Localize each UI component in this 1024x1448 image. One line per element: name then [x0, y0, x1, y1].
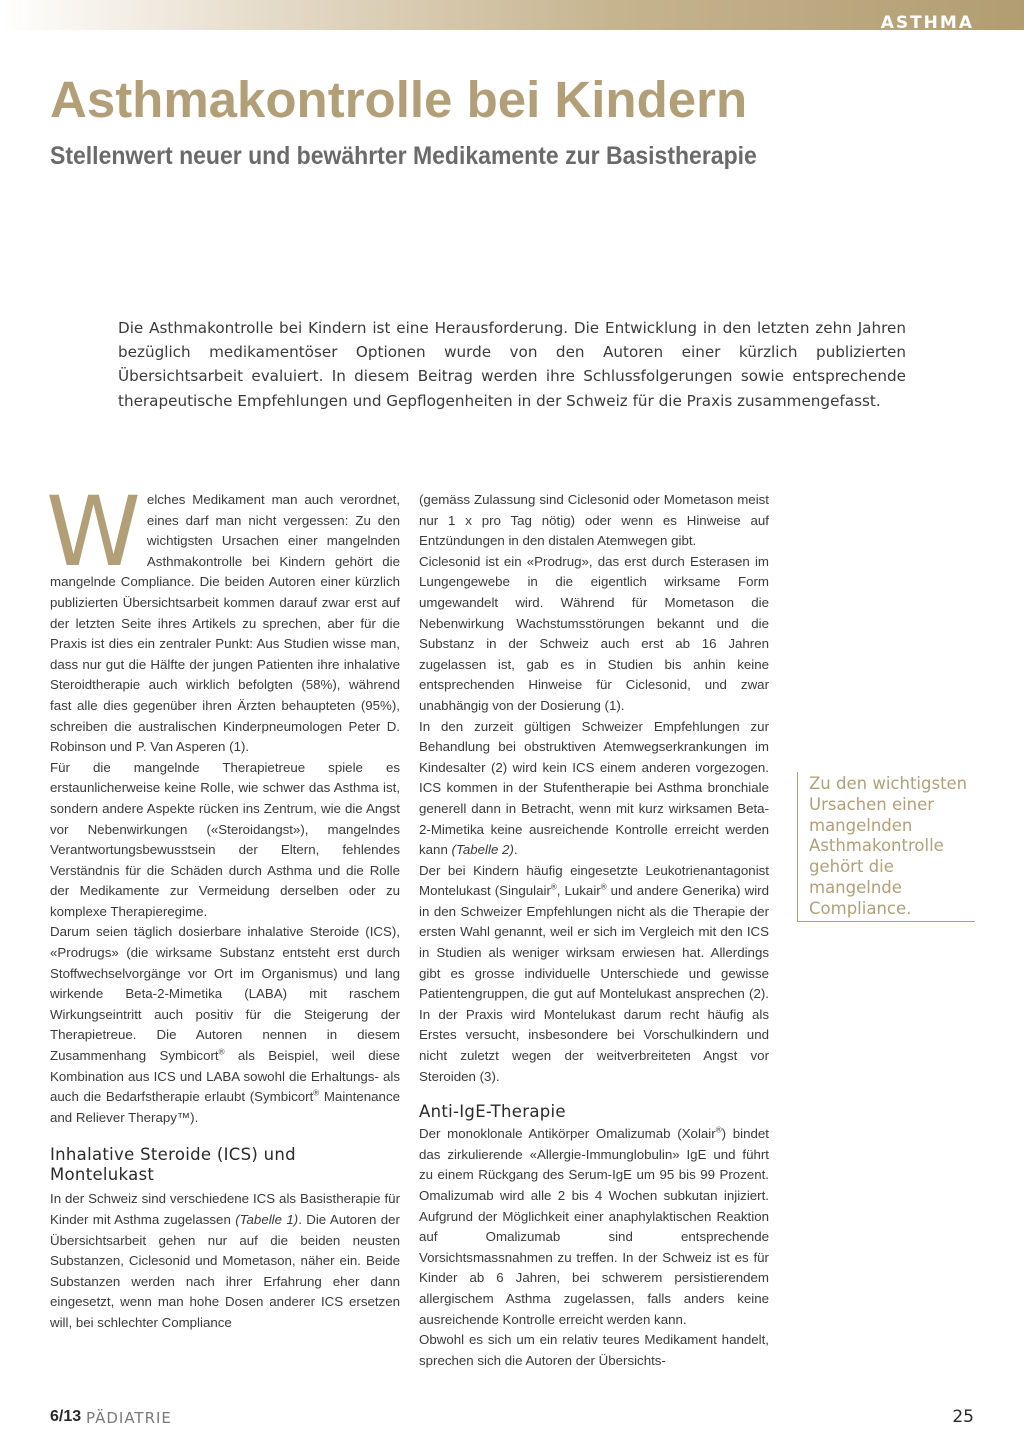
- table-reference: (Tabelle 2): [451, 842, 514, 858]
- article-subtitle: Stellenwert neuer und bewährter Medikamente zur Basistherapie: [50, 142, 757, 170]
- paragraph: [50, 1189, 400, 1333]
- registered-mark: ®: [218, 1047, 225, 1057]
- paragraph: [419, 861, 769, 1088]
- paragraph: [46, 476, 400, 758]
- paragraph: Obwohl es sich um ein relativ teures Medikament handelt, sprechen sich die Autoren der Übersichts-: [419, 1332, 769, 1368]
- table-reference: (Tabelle 1): [235, 1212, 299, 1227]
- paragraph-text: und andere Generika) wird in den Schweizer Empfehlungen nicht als die Therapie der ersten Wahl genannt, weil er sich im Vergleich mit den ICS in Studien als weniger wirksam erwiesen hat. Allerdings gibt es grosse individuelle Unterschiede und gewisse Patientengruppen, die gut auf Montelukast ansprechen (2). In der Praxis wird Montelukast darum recht häufig als Erstes versucht, insbesondere bei Vorschulkindern und nicht zuletzt wegen der weitverbreiteten Angst vor Steroiden (3).: [419, 883, 769, 1084]
- text-column-1: [46, 476, 401, 1334]
- paragraph-text: Der bei Kindern häufig eingesetzte Leukotrienantagonist Montelukast (Singulair: [419, 862, 769, 899]
- paragraph-text: .: [513, 842, 518, 858]
- section-heading-ics: Inhalative Steroide (ICS) und Montelukast: [50, 1145, 296, 1185]
- paragraph-text: In den zurzeit gültigen Schweizer Empfehlungen zur Behandlung bei obstruktiven Atemwegserkrankungen im Kindesalter (2) wird kein ICS einem anderen vorgezogen. ICS kommen in der Stufentherapie bei Asthma bronchiale generell dann in Betracht, wenn mit kurz wirksamen Beta-2-Mimetika keine ausreichende Kontrolle erreicht werden kann: [419, 718, 769, 858]
- section-label: ASTHMA: [880, 13, 974, 33]
- footer-issue: 6/13: [50, 1408, 82, 1425]
- paragraph: [50, 922, 400, 1128]
- registered-mark: ®: [600, 882, 607, 892]
- paragraph-text: als Beispiel, weil diese Kombination aus ICS und LABA sowohl die Erhaltungs- als auch die Bedarfstherapie erlaubt (Symbicort: [50, 1048, 401, 1105]
- registered-mark: ®: [313, 1088, 320, 1098]
- pull-quote: Zu den wichtigsten Ursachen einer mangelnden Asthmakontrolle gehört die mangelnde Compliance.: [797, 772, 975, 922]
- lead-paragraph: Die Asthmakontrolle bei Kindern ist eine Herausforderung. Die Entwicklung in den letzten zehn Jahren bezüglich medikamentöser Optionen wurde von den Autoren einer kürzlich publizierten Übersichtsarbeit evaluiert. In diesem Beitrag werden ihre Schlussfolgerungen sowie entsprechende therapeutische Empfehlungen und Gepflogenheiten in der Schweiz für die Praxis zusammengefasst.: [118, 319, 906, 410]
- section-heading-anti-ige: Anti-IgE-Therapie: [419, 1102, 566, 1122]
- paragraph-text: . Die Autoren der Übersichtsarbeit gehen nur auf die beiden neusten Substanzen, Ciclesonid und Mometason, näher ein. Beide Substanzen werden nach ihrer Erfahrung eher dann eingesetzt, wenn man hohe Dosen anderer ICS ersetzen will, bei schlechter Compliance: [50, 1212, 400, 1330]
- registered-mark: ®: [550, 882, 557, 892]
- paragraph: Ciclesonid ist ein «Prodrug», das erst durch Esterasen im Lungengewebe in die eigentlich wirksame Form umgewandelt wird. Während für Mometason die Nebenwirkung Wachstumsstörungen bekannt und die Substanz in der Schweiz auch erst ab 16 Jahren zugelassen ist, gab es in Studien bis anhin keine entsprechenden Hinweise für Ciclesonid, und zwar unabhängig von der Dosierung (1).: [419, 553, 769, 713]
- page-number: 25: [952, 1407, 974, 1427]
- registered-mark: ®: [715, 1125, 722, 1135]
- paragraph: [419, 1124, 769, 1330]
- paragraph-text: In der Schweiz sind verschiedene ICS als Basistherapie für Kinder mit Asthma zugelassen: [50, 1191, 400, 1227]
- paragraph-text: , Lukair: [556, 883, 601, 899]
- journal-logo: PÄDIATRIE: [86, 1409, 172, 1427]
- paragraph: [419, 717, 769, 861]
- text-column-2: [419, 490, 769, 1371]
- paragraph: Für die mangelnde Therapietreue spiele es erstaunlicherweise keine Rolle, wie schwer das Asthma ist, sondern andere Aspekte rücken ins Zentrum, wie die Angst vor Nebenwirkungen («Steroidangst»), mangelndes Verantwortungsbewusstsein der Eltern, fehlendes Verständnis für die Schäden durch Asthma und die Rolle der Medikamente zur Vermeidung derselben oder zu komplexe Therapieregime.: [50, 759, 400, 919]
- drop-cap: W: [46, 476, 141, 588]
- header-bar: [0, 0, 1024, 30]
- paragraph-text: Maintenance and Reliever Therapy™).: [50, 1089, 400, 1125]
- paragraph-text: ) bindet das zirkulierende «Allergie-Immunglobulin» IgE und führt zu einem Rückgang des Serum-IgE um 95 bis 99 Prozent. Omalizumab wird alle 2 bis 4 Wochen subkutan injiziert. Aufgrund der Möglichkeit einer anaphylaktischen Reaktion auf Omalizumab sind entsprechende Vorsichtsmassnahmen zu treffen. In der Schweiz ist es für Kinder ab 6 Jahren, bei schwerem persistierendem allergischem Asthma zugelassen, falls anders keine ausreichende Kontrolle erreicht werden kann.: [419, 1126, 770, 1327]
- article-title: Asthmakontrolle bei Kindern: [50, 71, 748, 128]
- paragraph: (gemäss Zulassung sind Ciclesonid oder Mometason meist nur 1 x pro Tag nötig) oder wenn es Hinweise auf Entzündungen in den distalen Atemwegen gibt.: [419, 492, 769, 549]
- paragraph-text: elches Medikament man auch verordnet, eines darf man nicht vergessen: Zu den wichtigsten Ursachen einer mangelnden Asthmakontrolle bei Kindern gehört die mangelnde Compliance. Die beiden Autoren einer kürzlich publizierten Übersichtsarbeit kommen darauf zwar erst auf der letzten Seite ihres Artikels zu sprechen, aber für die Praxis ist dies ein zentraler Punkt: Aus Studien wisse man, dass nur gut die Hälfte der jungen Patienten ihre inhalative Steroidtherapie auch wirklich befolgten (58%), während fast alle dies gegenüber ihren Ärzten behaupteten (95%), schreiben die australischen Kinderpneumologen Peter D. Robinson und P. Van Asperen (1).: [50, 492, 400, 755]
- paragraph-text: Darum seien täglich dosierbare inhalative Steroide (ICS), «Prodrugs» (die wirksame Substanz entsteht erst durch Stoffwechselvorgänge vor Ort im Organismus) und lang wirkende Beta-2-Mimetika (LABA) mit raschem Wirkungseintritt auch positiv für die Steigerung der Therapietreue. Die Autoren nennen in diesem Zusammenhang Symbicort: [50, 924, 400, 1064]
- paragraph-text: Der monoklonale Antikörper Omalizumab (Xolair: [419, 1126, 716, 1142]
